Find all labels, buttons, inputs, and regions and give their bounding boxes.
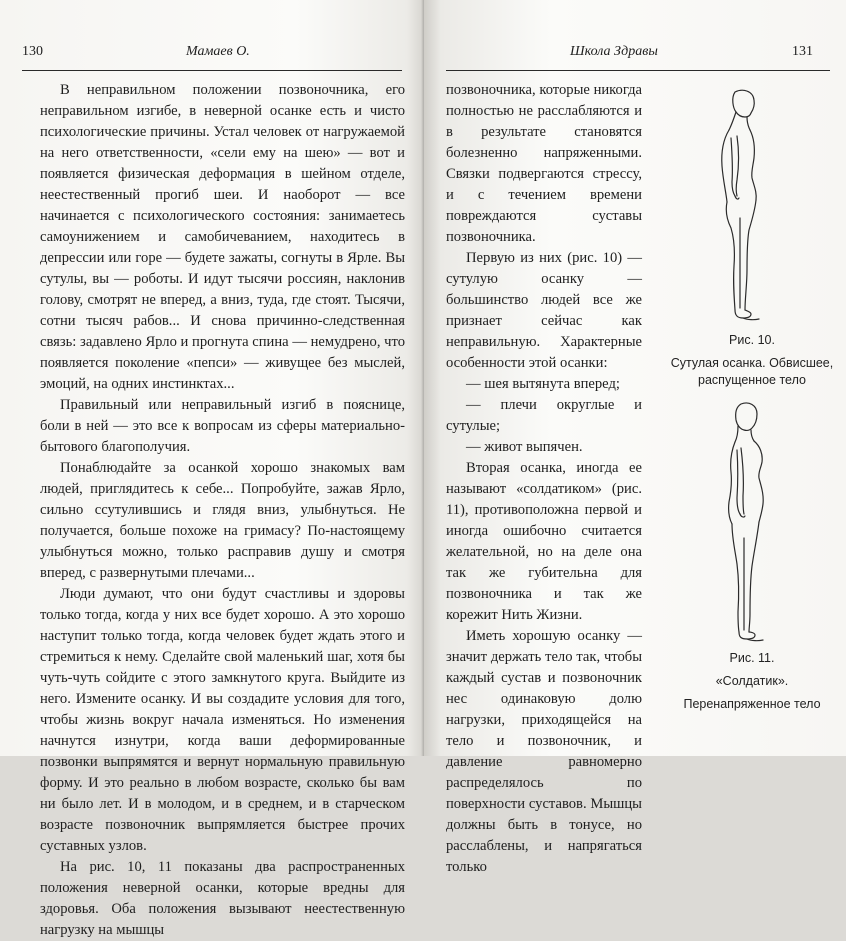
paragraph: В неправильном положении позвоночника, его неправильном изгибе, в неверной осанке есть и чисто психологические причины. Устал человек от нагружаемой на него ответственности, «сели ему на шею» — вот и появляется физическая деформация в шейном отделе, неестественный прогиб шеи. И наоборот — все начинается с психологического состояния: занимаетесь самоунижением и самобичеванием, находитесь в депрессии или горе — будете зажаты, согнуты в Ярле. Вы сутулы, вы — роботы. И идут тысячи россиян, наклонив голову, смотрят не вперед, а вниз, туда, где стоят. Тысячи, сотни тысяч рабов... И снова причинно-следственная связь: задавлено Ярло и прогнута спина — немудрено, что появляется поколение «пепси» — живущее без мыслей, эмоций, на одних инстинктах... [40, 82, 405, 392]
soldier-posture-illustration [707, 398, 797, 644]
figure-11-label: Рис. 11. [729, 651, 775, 665]
header-rule [446, 70, 830, 71]
running-head-title: Школа Здравы [570, 44, 658, 59]
figure-10-caption: Сутулая осанка. Обвисшее, распущенное тело [670, 356, 834, 387]
figure-11 [662, 398, 842, 713]
right-page [424, 0, 846, 875]
list-item: — шея вытянута вперед; [466, 376, 620, 392]
list-item: — живот выпячен. [466, 439, 583, 455]
paragraph: Понаблюдайте за осанкой хорошо знакомых вам людей, приглядитесь к себе... Попробуйте, зажав Ярло, сильно ссутулившись и глядя вниз, улыбнуться. Не получается, больше похоже на гримасу? По-настоящему улыбнуться можно, только расправив душу и смотря вперед, с развернутыми плечами... [40, 460, 405, 581]
paragraph: На рис. 10, 11 показаны два распространенных положения неверной осанки, которые вредны для здоровья. Оба положения вызывают неестественную нагрузку на мышцы [40, 859, 405, 938]
paragraph: позвоночника, которые никогда полностью не расслабляются и в результате становятся болезненно напряженными. Связки подвергаются стрессу, и с течением времени повреждаются суставы позвоночника. [446, 82, 642, 245]
header-rule [22, 70, 402, 71]
slouched-posture-illustration [707, 86, 797, 326]
paragraph: Правильный или неправильный изгиб в пояснице, боли в ней — это все к вопросам из сферы материально-бытового благополучия. [40, 397, 405, 455]
figure-11-caption-line2: Перенапряженное тело [683, 697, 821, 711]
paragraph: Первую из них (рис. 10) — сутулую осанку — большинство людей все же признает сейчас как неправильную. Характерные особенности этой осанки: [446, 250, 642, 371]
right-text-column [446, 80, 642, 878]
left-page-number: 130 [22, 44, 43, 59]
paragraph: Люди думают, что они будут счастливы и здоровы только тогда, когда у них все будет хорошо. А это хорошо наступит только тогда, когда человек будет ждать этого и стремиться к нему. Сделайте свой маленький шаг, хотя бы чуть-чуть сойдите с этого замкнутого круга. Выйдите из него. Измените осанку. И вы создадите условия для того, чтобы жизнь вокруг начала изменяться. Но изменения начнутся изнутри, когда ваши деформированные позвонки выпрямятся и вернут нормальную правильную форму. И это реально в любом возрасте, сколько бы вам ни было лет. И в молодом, и в среднем, и в старческом возрасте позвоночник выпрямляется быстрее прочих суставных узлов. [40, 586, 405, 854]
figure-11-caption-line1: «Солдатик». [715, 674, 789, 688]
left-page [0, 0, 424, 938]
right-page-number: 131 [792, 44, 813, 59]
paragraph: Вторая осанка, иногда ее называют «солдатиком» (рис. 11), противоположна первой и иногда ошибочно считается желательной, но на деле она так же губительна для позвоночника и так же корежит Нить Жизни. [446, 460, 642, 623]
paragraph: Иметь хорошую осанку — значит держать тело так, чтобы каждый сустав и позвоночник нес одинаковую долю нагрузки, приходящейся на тело и позвоночник, и давление равномерно распределялось по поверхности суставов. Мышцы должны быть в тонусе, но расслаблены, и напрягаться только [446, 628, 642, 875]
left-text-column [40, 80, 405, 941]
list-item: — плечи округлые и сутулые; [446, 397, 642, 434]
figure-10 [662, 86, 842, 389]
figure-10-label: Рис. 10. [729, 333, 775, 347]
running-head-author: Мамаев О. [186, 44, 250, 59]
